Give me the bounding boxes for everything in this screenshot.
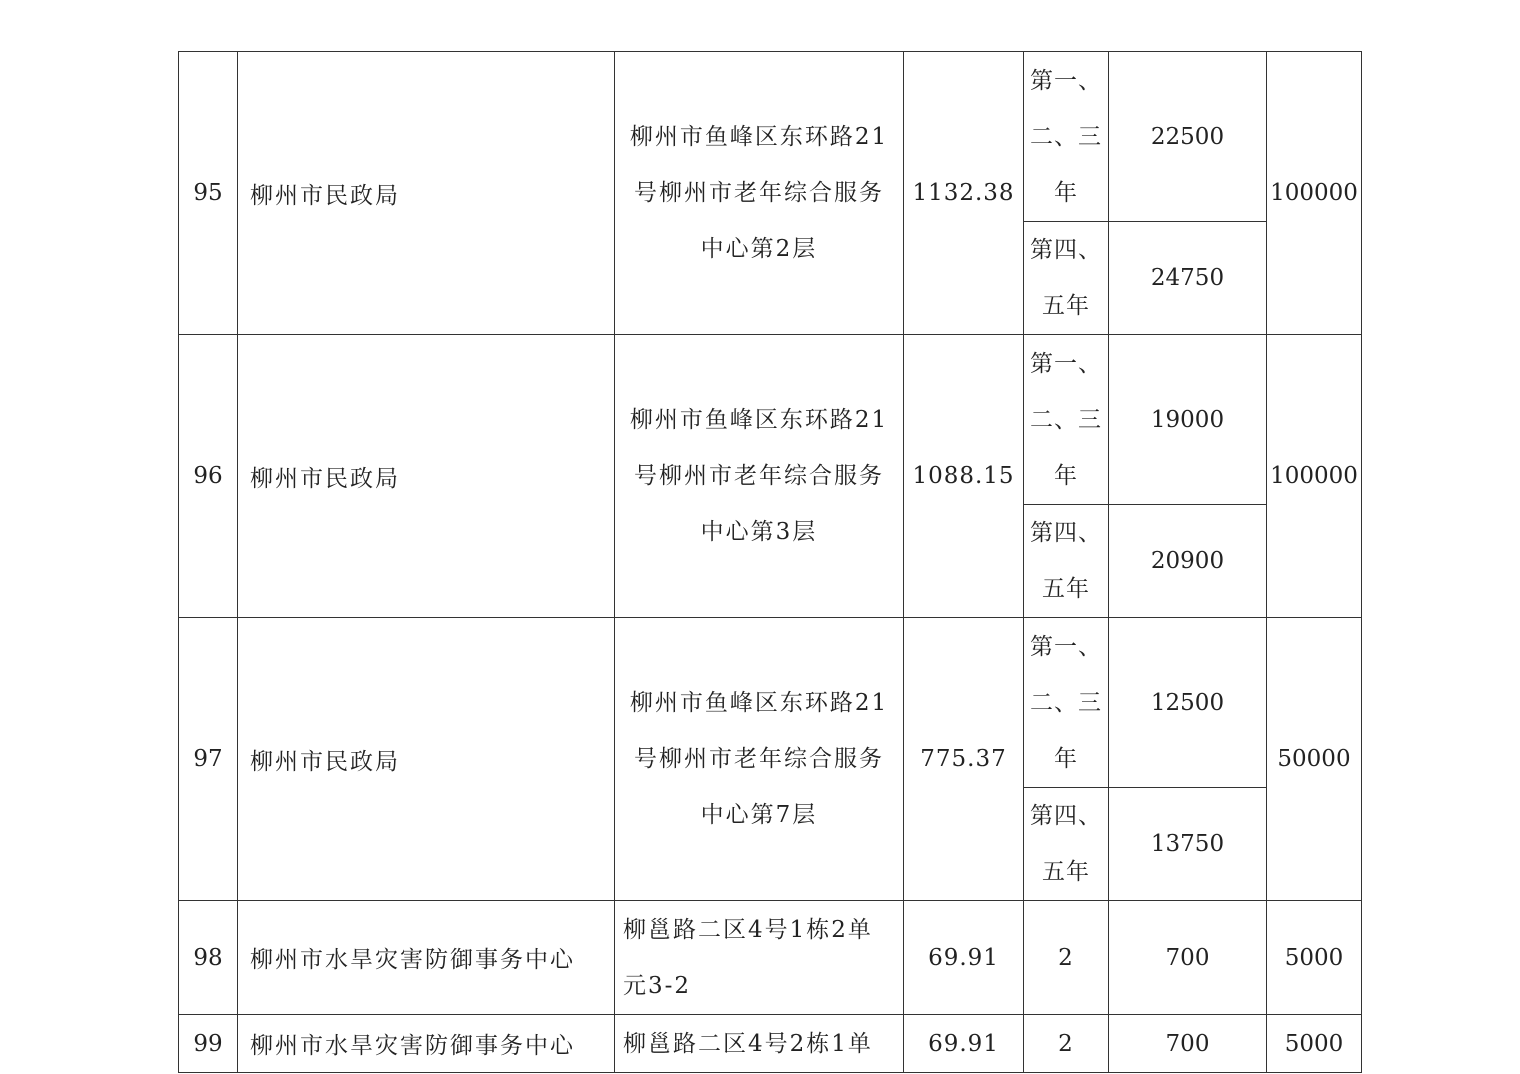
lease-period-text: 第一、二、三年 <box>1030 350 1102 489</box>
deposit-amount: 50000 <box>1267 618 1362 901</box>
property-area: 69.91 <box>904 1015 1024 1073</box>
row-number: 97 <box>179 618 238 901</box>
property-address: 柳邕路二区4号2栋1单 <box>615 1015 904 1073</box>
row-number: 99 <box>179 1015 238 1073</box>
property-area: 69.91 <box>904 901 1024 1015</box>
property-address: 柳州市鱼峰区东环路21号柳州市老年综合服务中心第7层 <box>615 618 904 901</box>
property-address: 柳邕路二区4号1栋2单元3-2 <box>615 901 904 1015</box>
lease-period-text: 第四、五年 <box>1030 237 1102 319</box>
monthly-rent: 700 <box>1109 901 1267 1015</box>
lease-period <box>1024 788 1109 901</box>
lease-period <box>1024 618 1109 788</box>
monthly-rent: 20900 <box>1109 505 1267 618</box>
property-address: 柳州市鱼峰区东环路21号柳州市老年综合服务中心第3层 <box>615 335 904 618</box>
unit-name: 柳州市水旱灾害防御事务中心 <box>238 1015 615 1073</box>
lease-period-text: 第四、五年 <box>1030 520 1102 602</box>
lease-period-text: 第一、二、三年 <box>1030 67 1102 206</box>
row-number: 98 <box>179 901 238 1015</box>
lease-period: 2 <box>1024 1015 1109 1073</box>
lease-period <box>1024 505 1109 618</box>
monthly-rent: 12500 <box>1109 618 1267 788</box>
unit-name: 柳州市水旱灾害防御事务中心 <box>238 901 615 1015</box>
monthly-rent: 700 <box>1109 1015 1267 1073</box>
lease-period: 2 <box>1024 901 1109 1015</box>
table-row <box>179 618 1362 788</box>
property-area: 775.37 <box>904 618 1024 901</box>
monthly-rent: 22500 <box>1109 52 1267 222</box>
table-row <box>179 52 1362 222</box>
property-area: 1132.38 <box>904 52 1024 335</box>
lease-period-text: 第四、五年 <box>1030 803 1102 885</box>
monthly-rent: 19000 <box>1109 335 1267 505</box>
monthly-rent: 24750 <box>1109 222 1267 335</box>
table-row <box>179 1015 1362 1073</box>
table-row <box>179 901 1362 1015</box>
unit-name: 柳州市民政局 <box>238 618 615 901</box>
asset-lease-table <box>178 51 1362 1073</box>
monthly-rent: 13750 <box>1109 788 1267 901</box>
unit-name: 柳州市民政局 <box>238 52 615 335</box>
deposit-amount: 5000 <box>1267 1015 1362 1073</box>
deposit-amount: 100000 <box>1267 52 1362 335</box>
property-address: 柳州市鱼峰区东环路21号柳州市老年综合服务中心第2层 <box>615 52 904 335</box>
lease-period <box>1024 52 1109 222</box>
lease-period <box>1024 222 1109 335</box>
deposit-amount: 5000 <box>1267 901 1362 1015</box>
table-row <box>179 335 1362 505</box>
deposit-amount: 100000 <box>1267 335 1362 618</box>
lease-period <box>1024 335 1109 505</box>
property-area: 1088.15 <box>904 335 1024 618</box>
row-number: 96 <box>179 335 238 618</box>
row-number: 95 <box>179 52 238 335</box>
unit-name: 柳州市民政局 <box>238 335 615 618</box>
lease-period-text: 第一、二、三年 <box>1030 633 1102 772</box>
